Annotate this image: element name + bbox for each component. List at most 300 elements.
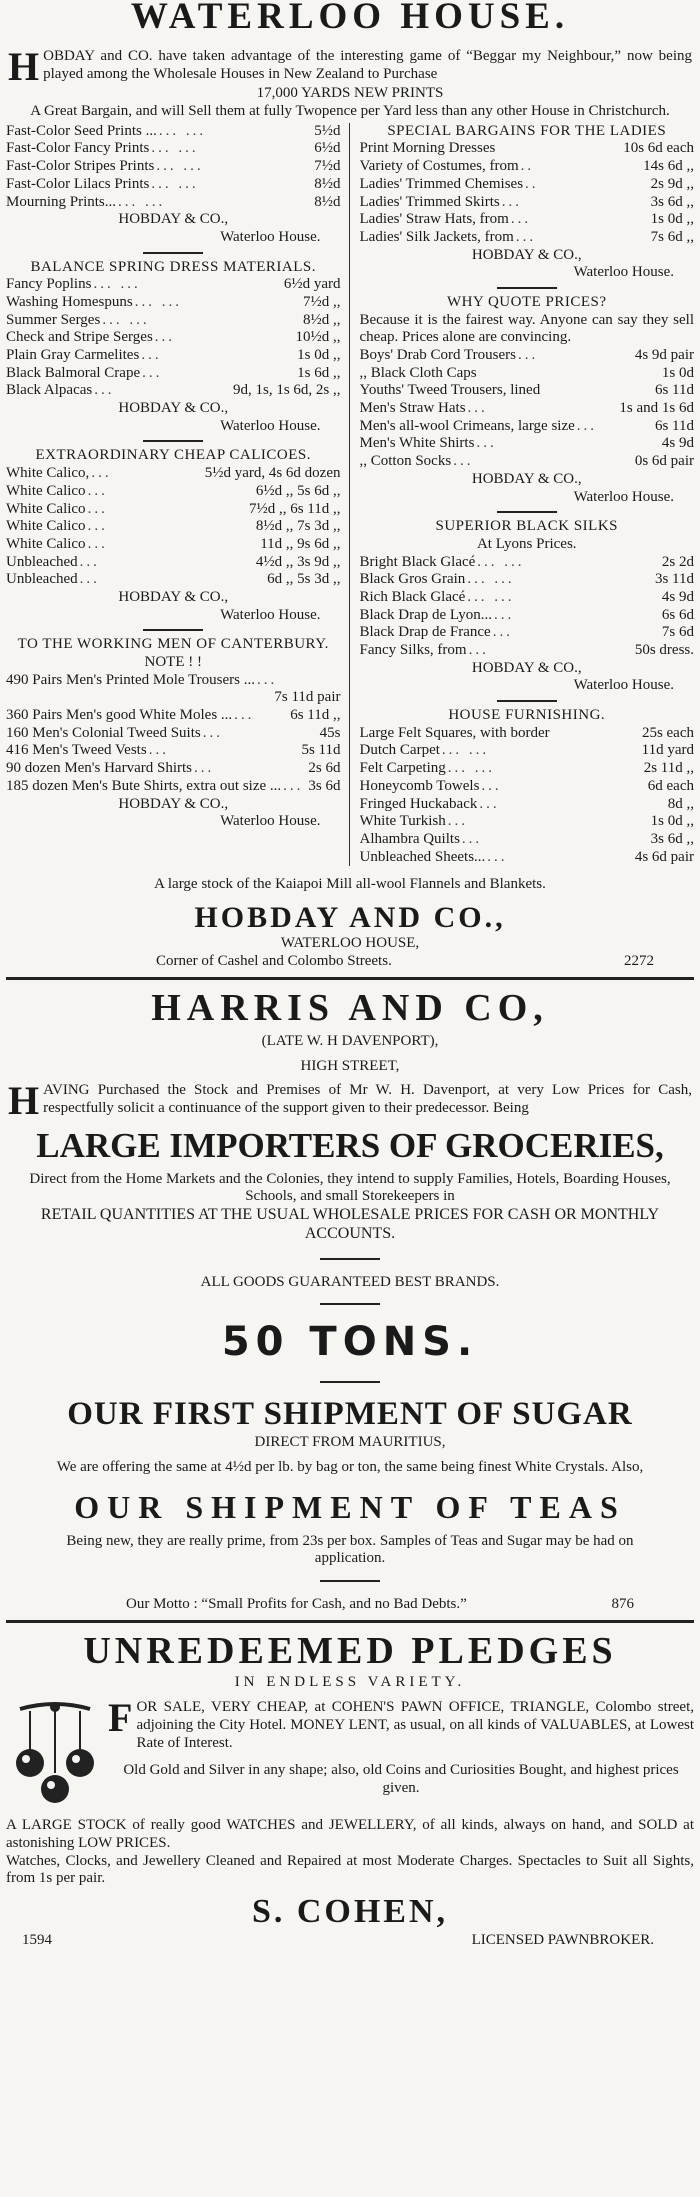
working-list <box>6 672 341 796</box>
item-name: Bright Black Glacé <box>359 553 476 570</box>
item-price: 6½d <box>314 140 341 157</box>
leader-dots: ... <box>517 347 539 363</box>
item-name: ,, Cotton Socks <box>359 453 452 470</box>
price-row <box>360 778 695 796</box>
price-row <box>360 176 695 194</box>
price-row <box>360 571 695 589</box>
leader-dots: ... <box>87 535 108 552</box>
item-price: 6d ,, 5s 3d ,, <box>267 571 341 588</box>
leader-dots: ... <box>141 347 162 363</box>
item-price: 1s and 1s 6d <box>619 400 694 417</box>
item-price: 2s 6d <box>308 760 341 777</box>
leader-dots: ... <box>256 671 278 688</box>
ref-number: 2272 <box>624 953 654 970</box>
signature: HOBDAY & CO., <box>118 400 229 417</box>
signature-place: Waterloo House. <box>220 417 321 434</box>
left-column <box>6 123 350 867</box>
balance-list <box>6 276 341 400</box>
leader-dots: ... ... <box>447 760 495 777</box>
signature-place: Waterloo House. <box>573 264 674 281</box>
leader-dots: ... ... <box>134 293 182 310</box>
price-row <box>6 347 341 365</box>
pawn-balls-icon <box>10 1701 100 1811</box>
item-price: 45s <box>319 724 341 741</box>
item-name: Ladies' Straw Hats, from <box>359 211 509 228</box>
item-name: 360 Pairs Men's good White Moles ... <box>6 707 233 724</box>
price-row <box>360 725 695 743</box>
item-name: Unbleached <box>6 571 78 588</box>
leader-dots: ... ... <box>477 553 525 570</box>
item-price: 8½d ,, <box>303 311 341 328</box>
item-price: 1s 0d <box>661 364 694 381</box>
direct-text: Direct from the Home Markets and the Colonies, they intend to supply Families, Hotels, Boarding Houses, Schools, and small Storekeepers in <box>29 1170 671 1205</box>
item-name: Print Morning Dresses <box>359 140 496 157</box>
item-name: Men's all-wool Crimeans, large size <box>359 417 575 434</box>
leader-dots <box>495 140 623 158</box>
item-price: 10s 6d each <box>623 140 694 157</box>
watches-text: Watches, Clocks, and Jewellery Cleaned and Repaired at most Moderate Charges. Spectacles to Suit all Sights, from 1s per pair. <box>6 1852 694 1887</box>
ref-number: 876 <box>611 1596 634 1613</box>
price-row <box>6 778 341 796</box>
item-name: 160 Men's Colonial Tweed Suits <box>6 724 201 741</box>
kaiapoi-text: A large stock of the Kaiapoi Mill all-wool Flannels and Blankets. <box>154 876 546 893</box>
price-row <box>6 707 341 725</box>
divider <box>497 700 557 702</box>
item-price: 6½d yard <box>283 276 341 293</box>
leader-dots: ... <box>492 624 513 641</box>
divider <box>143 252 203 254</box>
divider <box>497 511 557 513</box>
price-row <box>6 365 341 383</box>
section-divider <box>6 977 694 980</box>
leader-dots: ... <box>487 848 508 865</box>
item-name: 490 Pairs Men's Printed Mole Trousers ... <box>6 671 255 688</box>
item-price: 14s 6d ,, <box>643 158 694 175</box>
price-row <box>360 453 695 471</box>
item-price: 6s 6d <box>661 606 694 623</box>
house-heading: HOUSE FURNISHING. <box>448 707 606 724</box>
item-price: 6½d ,, 5s 6d ,, <box>255 482 341 499</box>
leader-dots: ... <box>510 211 532 228</box>
hobday-name: HOBDAY AND CO., <box>194 900 506 934</box>
item-name: Mourning Prints... <box>6 193 117 210</box>
price-row <box>360 382 695 400</box>
price-row <box>360 229 695 247</box>
large-importers-heading: LARGE IMPORTERS OF GROCERIES, <box>36 1126 664 1166</box>
item-price: 50s dress. <box>634 642 694 658</box>
special-list <box>360 140 695 246</box>
item-price: 1s 0d ,, <box>650 813 694 830</box>
item-name: Black Gros Grain <box>359 571 466 588</box>
leader-dots: ... <box>479 795 500 812</box>
offering-text: We are offering the same at 4½d per lb. by bag or ton, the same being finest White Crystals. Also, <box>56 1459 644 1476</box>
calicoes-list <box>6 465 341 589</box>
price-row <box>6 554 341 572</box>
price-row <box>6 465 341 483</box>
signature: HOBDAY & CO., <box>118 795 229 812</box>
price-row <box>360 365 695 383</box>
divider <box>143 629 203 631</box>
leader-dots: ... <box>87 500 108 517</box>
waterloo-title: WATERLOO HOUSE. <box>130 0 570 34</box>
item-name: Youths' Tweed Trousers, lined <box>359 382 541 399</box>
item-name: Rich Black Glacé <box>359 588 466 605</box>
price-row <box>360 435 695 453</box>
item-name: Unbleached Sheets... <box>359 848 486 865</box>
price-row <box>6 571 341 589</box>
divider <box>320 1381 380 1383</box>
item-name: Fast-Color Lilacs Prints <box>6 175 150 192</box>
item-price: 10½d ,, <box>295 329 341 346</box>
price-row <box>360 796 695 814</box>
signature-place: Waterloo House. <box>220 813 321 830</box>
item-price: 7s 11d pair <box>274 689 341 706</box>
leader-dots: ... ... <box>151 140 199 157</box>
item-price: 6d each <box>647 777 694 794</box>
cohen-name: S. COHEN, <box>251 1892 449 1930</box>
house-list <box>360 725 695 867</box>
item-name: Plain Gray Carmelites <box>6 347 140 363</box>
item-price: 7½d ,, 6s 11d ,, <box>248 500 341 517</box>
item-name: Black Drap de France <box>359 624 491 641</box>
waterloo-columns <box>6 123 694 867</box>
price-row <box>6 123 341 141</box>
item-name: White Calico <box>6 482 86 499</box>
leader-dots: ... <box>234 707 255 724</box>
item-price: 7½d ,, <box>303 293 341 310</box>
mauritius-line: DIRECT FROM MAURITIUS, <box>254 1433 446 1450</box>
corner-text: Corner of Cashel and Colombo Streets. <box>156 953 392 970</box>
price-row <box>6 672 341 707</box>
price-row <box>6 312 341 330</box>
waterloo-intro: HOBDAY and CO. have taken advantage of the interesting game of “Beggar my Neighbour,” now being played among the Wholesale Houses in New Zealand to Purchase <box>8 44 692 89</box>
silks-subheading: At Lyons Prices. <box>476 535 577 552</box>
leader-dots: ... <box>493 606 515 623</box>
leader-dots: ... ... <box>158 122 207 139</box>
divider <box>320 1303 380 1305</box>
item-price: 4s 9d pair <box>634 347 694 363</box>
leader-dots: ... <box>283 777 304 794</box>
divider <box>497 287 557 289</box>
price-row <box>360 211 695 229</box>
silks-heading: SUPERIOR BLACK SILKS <box>435 518 619 535</box>
price-row <box>360 607 695 625</box>
leader-dots: ... ... <box>151 175 199 192</box>
item-price: 5s 11d <box>301 742 341 759</box>
item-price: 4s 6d pair <box>634 848 694 865</box>
yards-heading: 17,000 YARDS NEW PRINTS <box>256 85 444 102</box>
drop-cap: H <box>8 1077 40 1123</box>
item-name: Alhambra Quilts <box>359 830 460 847</box>
signature: HOBDAY & CO., <box>471 246 582 263</box>
divider <box>320 1258 380 1260</box>
item-price: 1s 0d ,, <box>297 347 341 363</box>
leader-dots: .. <box>520 158 535 175</box>
item-price: 3s 6d ,, <box>650 193 694 210</box>
item-name: Men's White Shirts <box>359 435 475 452</box>
leader-dots: ... ... <box>102 311 150 328</box>
motto-text: Our Motto : “Small Profits for Cash, and no Bad Debts.” <box>126 1596 467 1613</box>
drop-cap: H <box>8 44 40 89</box>
why-list <box>360 347 695 471</box>
leader-dots: ... <box>481 777 502 794</box>
cohen-footer <box>6 1932 694 1950</box>
item-price: 2s 9d ,, <box>650 175 694 192</box>
item-price: 8½d <box>314 193 341 210</box>
pawn-block <box>6 1695 694 1811</box>
item-name: 90 dozen Men's Harvard Shirts <box>6 760 192 777</box>
item-name: Fancy Silks, from <box>359 642 467 658</box>
teas-heading: OUR SHIPMENT OF TEAS <box>74 1488 626 1525</box>
leader-dots <box>477 365 662 383</box>
balance-heading: BALANCE SPRING DRESS MATERIALS. <box>30 258 317 275</box>
item-price: 7s 6d ,, <box>650 228 694 245</box>
signature-place: Waterloo House. <box>573 677 674 694</box>
price-row <box>6 725 341 743</box>
signature-place: Waterloo House. <box>573 488 674 505</box>
leader-dots: ... <box>453 453 474 470</box>
section-divider <box>6 1620 694 1623</box>
leader-dots: ... <box>154 329 176 346</box>
item-name: Ladies' Trimmed Chemises <box>359 175 524 192</box>
waterloo-house-line: WATERLOO HOUSE, <box>280 935 420 952</box>
leader-dots: ... ... <box>467 588 515 605</box>
signature: HOBDAY & CO., <box>471 659 582 676</box>
harris-advert <box>6 986 694 1614</box>
why-heading: WHY QUOTE PRICES? <box>446 293 607 310</box>
item-name: Check and Stripe Serges <box>6 329 153 346</box>
price-row <box>360 158 695 176</box>
cohen-advert <box>6 1629 694 1950</box>
item-price: 4½d ,, 3s 9d ,, <box>255 553 341 570</box>
item-name: Washing Homespuns <box>6 293 133 310</box>
price-row <box>6 276 341 294</box>
harris-intro: HAVING Purchased the Stock and Premises of Mr W. H. Davenport, at very Low Prices for Cash, respectfully solicit a continuance of the support given to their predecessor. Being <box>8 1077 692 1123</box>
item-name: Felt Carpeting <box>359 760 446 777</box>
item-price: 9d, 1s, 1s 6d, 2s ,, <box>232 382 341 399</box>
item-price: 7s 6d <box>661 624 694 641</box>
price-row <box>360 849 695 867</box>
signature: HOBDAY & CO., <box>118 588 229 605</box>
signature-place: Waterloo House. <box>220 228 321 245</box>
price-row <box>6 760 341 778</box>
price-row <box>360 347 695 365</box>
signature-place: Waterloo House. <box>220 606 321 623</box>
leader-dots: ... ... <box>156 158 204 175</box>
item-name: Summer Serges <box>6 311 101 328</box>
endless-variety: IN ENDLESS VARIETY. <box>234 1673 466 1690</box>
leader-dots: ... <box>447 813 469 830</box>
leader-dots: ... ... <box>118 193 166 210</box>
item-price: 11d ,, 9s 6d ,, <box>260 535 341 552</box>
item-name: White Calico <box>6 500 86 517</box>
silks-list <box>360 554 695 660</box>
item-name: White Turkish <box>359 813 446 830</box>
price-row <box>360 813 695 831</box>
price-row <box>360 194 695 212</box>
item-name: White Calico, <box>6 465 90 482</box>
price-row <box>6 294 341 312</box>
leader-dots: ... ... <box>467 571 515 588</box>
leader-dots: ... <box>468 642 489 658</box>
leader-dots: ... <box>148 742 169 759</box>
leader-dots: ... <box>87 482 108 499</box>
item-price: 1s 6d ,, <box>297 364 341 381</box>
leader-dots: ... <box>501 193 522 210</box>
leader-dots: ... <box>202 724 223 741</box>
leader-dots: ... <box>476 435 497 452</box>
prints-list <box>6 123 341 211</box>
price-row <box>6 536 341 554</box>
item-name: 185 dozen Men's Bute Shirts, extra out size ... <box>6 777 282 794</box>
calicoes-heading: EXTRAORDINARY CHEAP CALICOES. <box>35 447 311 464</box>
price-row <box>360 140 695 158</box>
item-price: 5½d <box>314 122 341 139</box>
price-row <box>360 642 695 660</box>
divider <box>320 1580 380 1582</box>
item-name: 416 Men's Tweed Vests <box>6 742 147 759</box>
price-row <box>6 483 341 501</box>
leader-dots: .. <box>525 175 539 192</box>
signature: HOBDAY & CO., <box>118 211 229 228</box>
leader-dots: ... <box>79 571 100 588</box>
leader-dots: ... <box>94 382 115 399</box>
waterloo-advert <box>6 0 694 971</box>
price-row <box>6 140 341 158</box>
item-price: 6s 11d ,, <box>290 707 341 724</box>
item-name: Black Balmoral Crape <box>6 364 141 381</box>
price-row <box>360 418 695 436</box>
leader-dots <box>540 382 655 400</box>
price-row <box>6 158 341 176</box>
late-line: (LATE W. H DAVENPORT), <box>261 1032 439 1049</box>
leader-dots: ... <box>91 465 112 482</box>
being-new-text: Being new, they are really prime, from 23s per box. Samples of Teas and Sugar may be had on application. <box>66 1532 634 1567</box>
item-price: 3s 11d <box>654 571 694 588</box>
item-name: Large Felt Squares, with border <box>359 724 550 741</box>
item-name: Boys' Drab Cord Trousers <box>359 347 516 363</box>
item-price: 2s 11d ,, <box>643 760 694 777</box>
item-name: Honeycomb Towels <box>359 777 480 794</box>
ref-number: 1594 <box>22 1932 52 1949</box>
street-line: HIGH STREET, <box>300 1058 400 1075</box>
leader-dots: ... <box>79 553 100 570</box>
item-name: Ladies' Trimmed Skirts <box>359 193 500 210</box>
item-price: 3s 6d <box>308 777 341 794</box>
item-name: Fancy Poplins <box>6 276 92 293</box>
bargain-text: A Great Bargain, and will Sell them at fully Twopence per Yard less than any other House in Christchurch. <box>30 103 670 120</box>
item-price: 11d yard <box>641 742 694 759</box>
item-price: 8d ,, <box>667 795 694 812</box>
item-price: 25s each <box>641 724 694 741</box>
leader-dots: ... <box>461 830 483 847</box>
price-row <box>360 760 695 778</box>
price-row <box>6 518 341 536</box>
leader-dots: ... <box>576 417 598 434</box>
item-name: White Calico <box>6 535 86 552</box>
right-column <box>360 123 695 867</box>
leader-dots: ... <box>467 400 488 417</box>
motto-line <box>6 1596 694 1614</box>
item-price: 6s 11d <box>654 382 694 399</box>
working-heading: TO THE WORKING MEN OF CANTERBURY. <box>17 636 329 653</box>
large-stock-text: A LARGE STOCK of really good WATCHES and JEWELLERY, of all kinds, always on hand, and SOLD at astonishing LOW PRICES. <box>6 1817 694 1851</box>
price-row <box>360 742 695 760</box>
item-price: 7½d <box>314 158 341 175</box>
price-row <box>360 554 695 572</box>
price-row <box>360 624 695 642</box>
item-price: 6s 11d <box>654 417 694 434</box>
item-name: Fringed Huckaback <box>359 795 478 812</box>
item-name: Black Alpacas <box>6 382 93 399</box>
item-name: ,, Black Cloth Caps <box>359 364 477 381</box>
item-name: Black Drap de Lyon... <box>359 606 492 623</box>
drop-cap: F <box>108 1695 133 1741</box>
item-price: 3s 6d ,, <box>650 830 694 847</box>
note-text: NOTE ! ! <box>144 654 202 670</box>
tons-heading: 50 TONS. <box>221 1319 479 1366</box>
item-price: 4s 9d <box>661 435 694 452</box>
item-name: Men's Straw Hats <box>359 400 466 417</box>
leader-dots: ... ... <box>441 742 490 759</box>
item-price: 4s 9d <box>661 588 694 605</box>
cohen-intro: FOR SALE, VERY CHEAP, at COHEN'S PAWN OFFICE, TRIANGLE, Colombo street, adjoining the City Hotel. MONEY LENT, as usual, on all kinds of VALUABLES, at Lowest Rate of Interest. <box>108 1695 694 1751</box>
price-row <box>6 382 341 400</box>
item-price: 8½d <box>314 175 341 192</box>
item-price: 0s 6d pair <box>634 453 694 470</box>
shipment-heading: OUR FIRST SHIPMENT OF SUGAR <box>67 1395 633 1432</box>
leader-dots: ... ... <box>93 276 141 293</box>
signature: HOBDAY & CO., <box>471 470 582 487</box>
price-row <box>6 176 341 194</box>
item-name: Fast-Color Seed Prints ... <box>6 122 157 139</box>
item-name: Ladies' Silk Jackets, from <box>359 228 514 245</box>
price-row <box>6 501 341 519</box>
price-row <box>360 400 695 418</box>
price-row <box>360 831 695 849</box>
leader-dots: ... <box>142 364 163 381</box>
item-name: Unbleached <box>6 553 78 570</box>
divider <box>143 440 203 442</box>
item-name: Fast-Color Fancy Prints <box>6 140 150 157</box>
leader-dots <box>550 725 642 743</box>
item-name: Variety of Costumes, from <box>359 158 519 175</box>
brands-text: ALL GOODS GUARANTEED BEST BRANDS. <box>200 1273 500 1290</box>
price-row <box>360 589 695 607</box>
retail-text: RETAIL QUANTITIES AT THE USUAL WHOLESALE PRICES FOR CASH OR MONTHLY ACCOUNTS. <box>40 1205 660 1242</box>
unredeemed-title: UNREDEEMED PLEDGES <box>83 1629 617 1672</box>
item-name: Dutch Carpet <box>359 742 440 759</box>
price-row <box>6 194 341 212</box>
gold-text: Old Gold and Silver in any shape; also, old Coins and Curiosities Bought, and highest prices given. <box>123 1762 679 1796</box>
why-text: Because it is the fairest way. Anyone can say they sell cheap. Prices alone are convincing. <box>359 311 694 346</box>
price-row <box>6 329 341 347</box>
leader-dots: ... <box>515 228 537 245</box>
item-name: White Calico <box>6 518 86 535</box>
special-heading: SPECIAL BARGAINS FOR THE LADIES <box>387 122 667 139</box>
item-name: Fast-Color Stripes Prints <box>6 158 155 175</box>
corner-line <box>6 953 694 971</box>
item-price: 5½d yard, 4s 6d dozen <box>204 465 341 482</box>
item-price: 1s 0d ,, <box>650 211 694 228</box>
price-row <box>6 742 341 760</box>
leader-dots: ... <box>87 518 108 535</box>
licensed-text: LICENSED PAWNBROKER. <box>471 1932 654 1949</box>
harris-title: HARRIS AND CO, <box>151 986 549 1029</box>
item-price: 8½d ,, 7s 3d ,, <box>255 518 341 535</box>
item-price: 2s 2d <box>661 553 694 570</box>
leader-dots: ... <box>194 760 215 777</box>
